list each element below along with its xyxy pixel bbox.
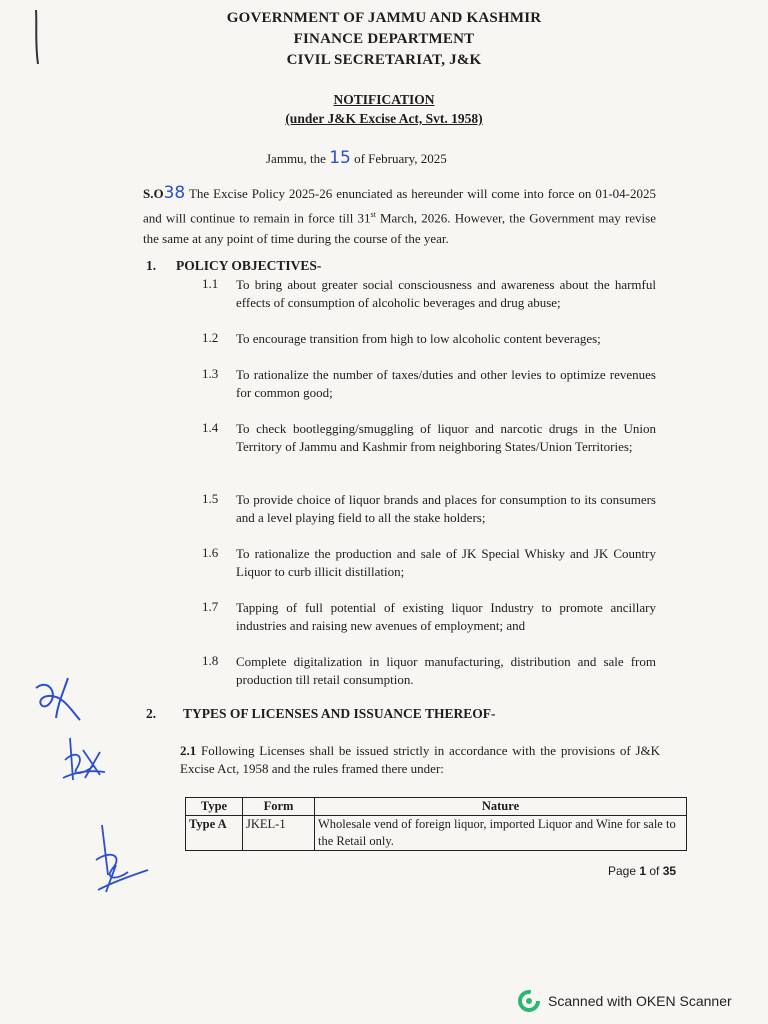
item-2-1 bbox=[180, 742, 660, 778]
item-1-8-text: Complete digitalization in liquor manufacturing, distribution and sale from production till retail consumption. bbox=[236, 654, 656, 687]
header-line-1: GOVERNMENT OF JAMMU AND KASHMIR bbox=[226, 10, 542, 26]
intro-text-1: The Excise Policy 2025-26 enunciated as hereunder will come into force on 01-04-2025 and will continue to remain in force till 31 bbox=[143, 186, 656, 226]
section-2-number: 2. bbox=[146, 706, 157, 721]
handwritten-so-number: 38 bbox=[163, 183, 186, 203]
section-1-number: 1. bbox=[146, 258, 157, 273]
item-1-3-text: To rationalize the number of taxes/duties and other levies to optimize revenues for common good; bbox=[236, 367, 656, 400]
page-prefix: Page bbox=[608, 864, 640, 878]
item-1-4-text: To check bootlegging/smuggling of liquor and narcotic drugs in the Union Territory of Jammu and Kashmir from neighboring States/Union Territories; bbox=[236, 421, 656, 454]
item-1-6-number: 1.6 bbox=[202, 545, 219, 560]
item-1-2-text: To encourage transition from high to low alcoholic content beverages; bbox=[236, 331, 601, 346]
table-header-type: Type bbox=[186, 798, 243, 816]
table-header-nature: Nature bbox=[315, 798, 687, 816]
item-1-7-text: Tapping of full potential of existing liquor Industry to promote ancillary industries and raising new avenues of employment; and bbox=[236, 600, 656, 633]
licenses-table bbox=[185, 797, 687, 851]
intro-sup: st bbox=[370, 210, 376, 219]
page-current: 1 bbox=[639, 864, 647, 878]
item-2-1-text: Following Licenses shall be issued strictly in accordance with the provisions of J&K Excise Act, 1958 and the rules framed there under: bbox=[180, 743, 660, 776]
table-header-row bbox=[186, 798, 687, 816]
intro-paragraph bbox=[143, 183, 656, 249]
handwritten-initial-1 bbox=[28, 668, 98, 728]
page-total: 35 bbox=[662, 864, 677, 878]
item-1-2-number: 1.2 bbox=[202, 330, 219, 345]
table-cell-nature: Wholesale vend of foreign liquor, imported Liquor and Wine for sale to the Retail only. bbox=[315, 816, 687, 851]
notification-subtitle: (under J&K Excise Act, Svt. 1958) bbox=[285, 111, 483, 126]
item-1-4-number: 1.4 bbox=[202, 420, 219, 435]
item-1-7-number: 1.7 bbox=[202, 599, 219, 614]
section-1-title: POLICY OBJECTIVES- bbox=[176, 258, 322, 273]
handwritten-initial-2 bbox=[55, 730, 115, 790]
handwritten-day: 15 bbox=[329, 148, 351, 168]
item-2-1-number: 2.1 bbox=[180, 743, 197, 758]
notification-title: NOTIFICATION bbox=[333, 92, 435, 107]
page-of: of bbox=[646, 864, 663, 878]
table-cell-type: Type A bbox=[186, 816, 243, 851]
item-1-3-number: 1.3 bbox=[202, 366, 219, 381]
header-line-3: CIVIL SECRETARIAT, J&K bbox=[286, 52, 482, 68]
header-line-2: FINANCE DEPARTMENT bbox=[293, 31, 475, 47]
dateline-suffix: of February, 2025 bbox=[350, 151, 447, 166]
scanner-watermark bbox=[518, 990, 732, 1012]
item-1-1-number: 1.1 bbox=[202, 276, 219, 291]
item-1-5-text: To provide choice of liquor brands and places for consumption to its consumers and a level playing field to all the stake holders; bbox=[236, 492, 656, 525]
table-row bbox=[186, 816, 687, 851]
table-header-form: Form bbox=[243, 798, 315, 816]
item-1-5-number: 1.5 bbox=[202, 491, 219, 506]
dateline-prefix: Jammu, the bbox=[266, 151, 330, 166]
dateline bbox=[266, 148, 447, 168]
scanner-text: Scanned with OKEN Scanner bbox=[548, 993, 732, 1009]
item-1-8-number: 1.8 bbox=[202, 653, 219, 668]
item-1-1-text: To bring about greater social consciousness and awareness about the harmful effects of consumption of alcoholic beverages and drug abuse; bbox=[236, 277, 656, 310]
intro-text-2: March, 2026. However, the Government may revise the same at any point of time during the course of the year. bbox=[143, 210, 656, 247]
so-prefix: S.O bbox=[143, 186, 164, 201]
section-2-title: TYPES OF LICENSES AND ISSUANCE THEREOF- bbox=[183, 706, 496, 721]
handwritten-signature bbox=[88, 820, 158, 900]
scanner-logo-icon bbox=[518, 990, 540, 1012]
table-cell-form: JKEL-1 bbox=[243, 816, 315, 851]
page-number bbox=[608, 864, 676, 878]
item-1-6-text: To rationalize the production and sale of JK Special Whisky and JK Country Liquor to curb illicit distillation; bbox=[236, 546, 656, 579]
